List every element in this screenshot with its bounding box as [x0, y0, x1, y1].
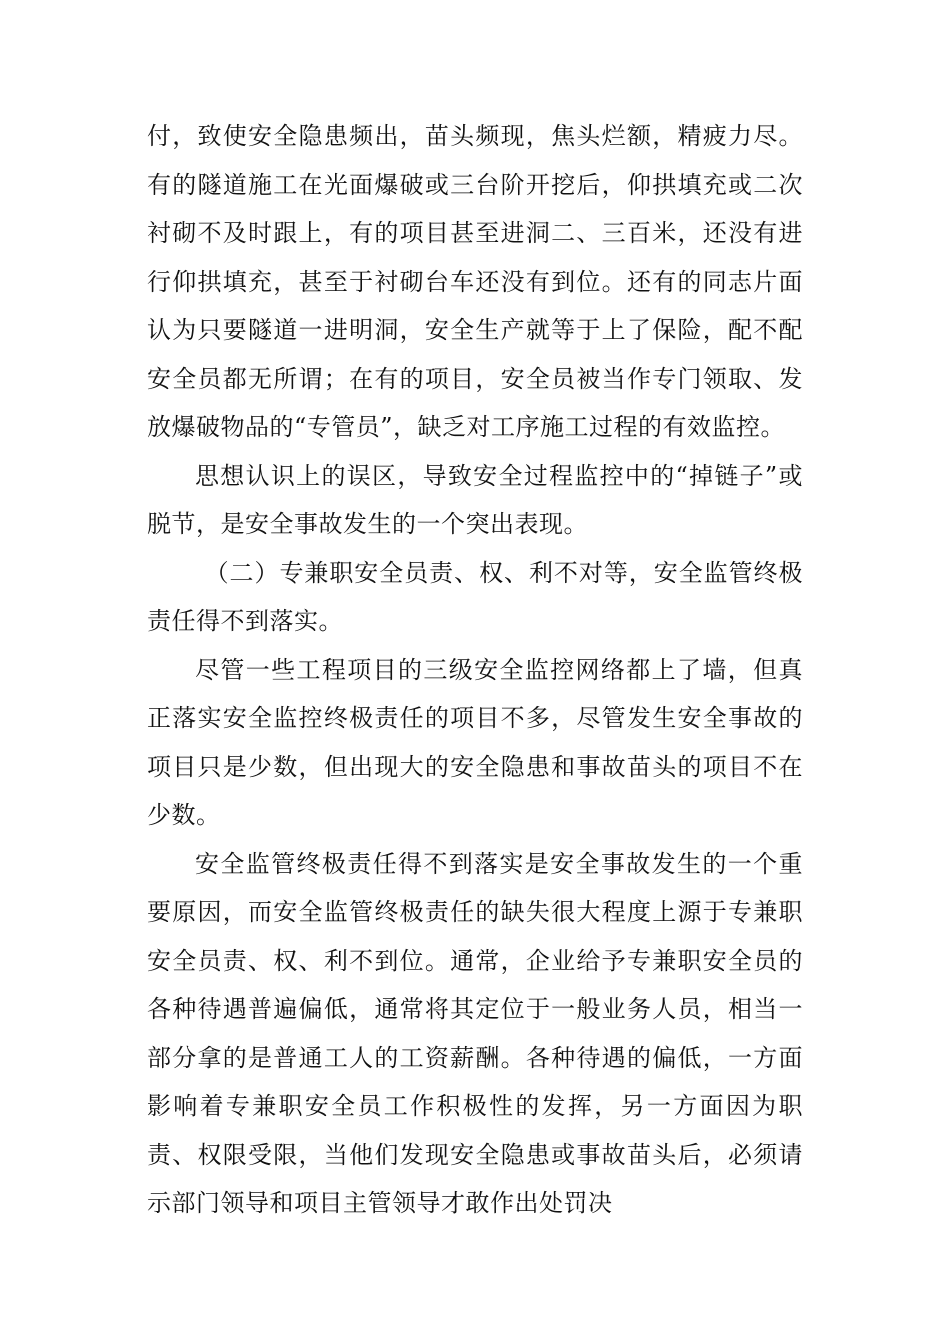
paragraph-2: 思想认识上的误区，导致安全过程监控中的“掉链子”或脱节，是安全事故发生的一个突出表现。: [147, 461, 803, 538]
paragraph-1: 付，致使安全隐患频出，苗头频现，焦头烂额，精疲力尽。有的隧道施工在光面爆破或三台阶开挖后，仰拱填充或二次衬砌不及时跟上，有的项目甚至进洞二、三百米，还没有进行仰拱填充，甚至于衬砌台车还没有到位。还有的同志片面认为只要隧道一进明洞，安全生产就等于上了保险，配不配安全员都无所谓；在有的项目，安全员被当作专门领取、发放爆破物品的“专管员”，缺乏对工序施工过程的有效监控。: [147, 122, 803, 441]
section-heading: （二）专兼职安全员责、权、利不对等，安全监管终极责任得不到落实。: [147, 558, 803, 635]
paragraph-5: 安全监管终极责任得不到落实是安全事故发生的一个重要原因，而安全监管终极责任的缺失很大程度上源于专兼职安全员责、权、利不到位。通常，企业给予专兼职安全员的各种待遇普遍偏低，通常将其定位于一般业务人员，相当一部分拿的是普通工人的工资薪酬。各种待遇的偏低，一方面影响着专兼职安全员工作积极性的发挥，另一方面因为职责、权限受限，当他们发现安全隐患或事故苗头后，必须请示部门领导和项目主管领导才敢作出处罚决: [147, 849, 803, 1217]
paragraph-4: 尽管一些工程项目的三级安全监控网络都上了墙，但真正落实安全监控终极责任的项目不多，尽管发生安全事故的项目只是少数，但出现大的安全隐患和事故苗头的项目不在少数。: [147, 655, 803, 829]
document-body: [147, 112, 803, 1228]
